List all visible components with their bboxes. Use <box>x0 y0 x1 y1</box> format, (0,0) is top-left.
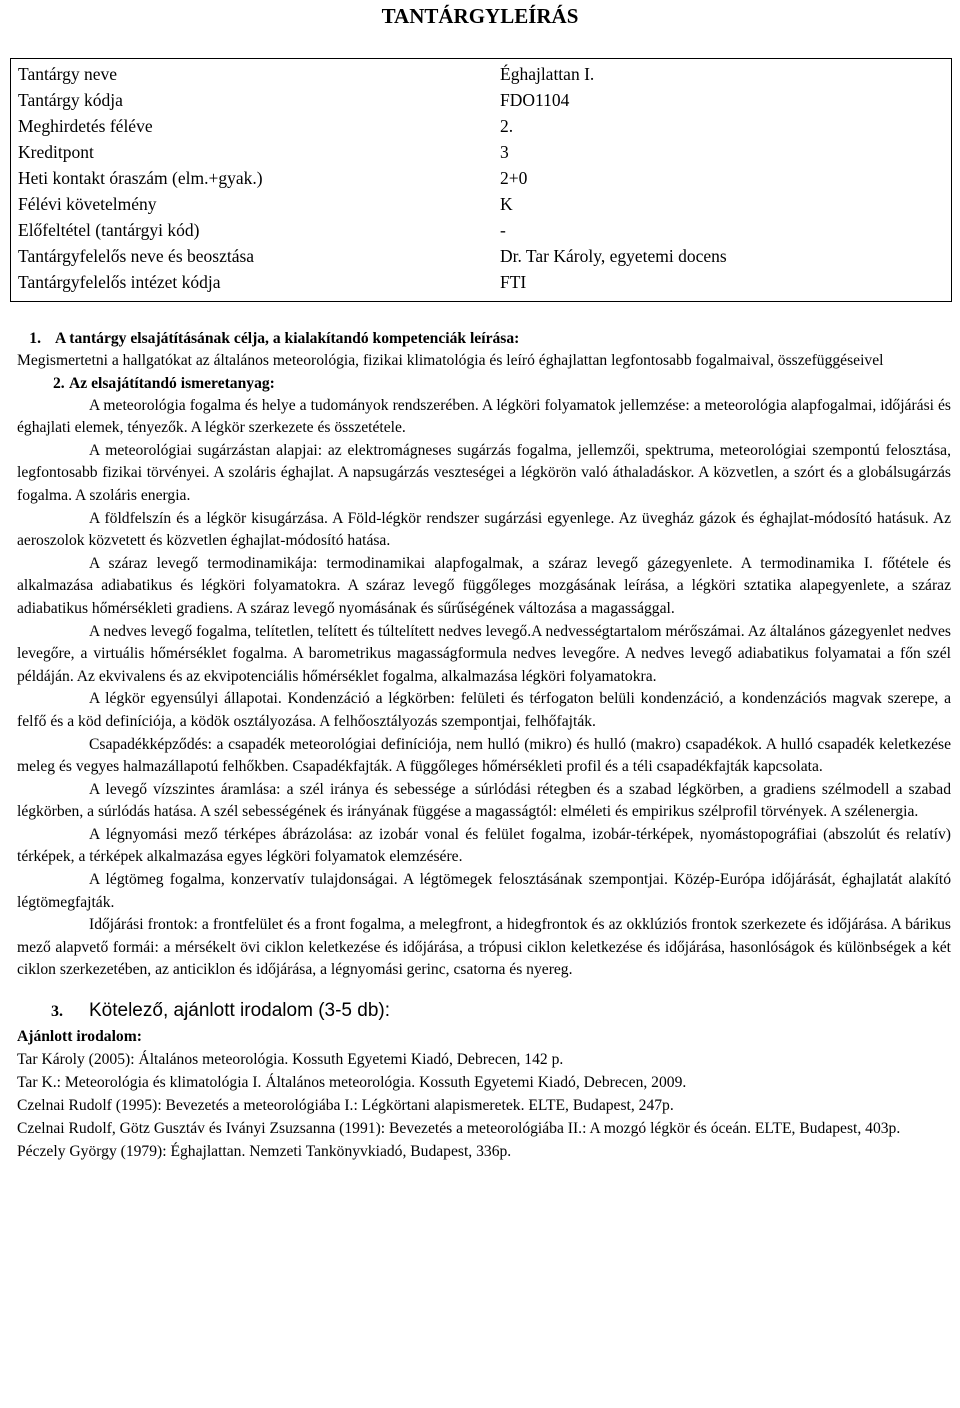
section-title: Kötelező, ajánlott irodalom (3-5 db): <box>89 1000 390 1022</box>
paragraph: A légkör egyensúlyi állapotai. Kondenzáció a légkörben: felületi és térfogaton belüli kondenzáció, a kondenzációs magvak szerepe, a felfő és a köd definíciója, a ködök osztályozása. A felhőosztályozás szempontjai, felhőfajták. <box>17 690 951 730</box>
section-title: A tantárgy elsajátításának célja, a kialakítandó kompetenciák leírása: <box>55 330 520 347</box>
section-number: 3. <box>51 1003 63 1021</box>
paragraph: A meteorológiai sugárzástan alapjai: az elektromágneses sugárzás fogalma, jellemzői, spektruma, meteorológiai szempontú felosztása, legfontosabb fizikai törvényei. A szoláris éghajlat. A napsugárzás veszteségei a légkörön való áthaladáskor. A közvetlen, a szórt és a globálsugárzás fogalma. A szoláris energia. <box>17 441 951 504</box>
info-value: 2+0 <box>500 168 528 188</box>
section-number: 1. <box>29 330 41 347</box>
info-value: Éghajlattan I. <box>500 64 595 84</box>
section-number: 2. <box>53 374 65 392</box>
paragraph: A földfelszín és a légkör kisugárzása. A Föld-légkör rendszer sugárzási egyenlege. Az üvegház gázok és éghajlat-módosító hatásuk. Az aeroszolok közvetett és közvetlen éghajlat-módosító hatása. <box>17 509 951 550</box>
paragraph: Időjárási frontok: a frontfelület és a front fogalma, a melegfront, a hidegfrontok és az okklúziós frontok szerkezete és időjárása. A bárikus mező alapvető formái: a mérsékelt övi ciklon keletkezése és időjárása, a trópusi ciklon keletkezése és időjárása, hasonlóságok és különbségek a két ciklon szerkezetében, az anticiklon és időjárása, a légnyomási gerinc, csatorna és nyereg. <box>17 916 951 979</box>
section-3-heading <box>17 998 951 1025</box>
info-label: Meghirdetés féléve <box>18 116 153 136</box>
document-body <box>17 328 951 1163</box>
paragraph: A meteorológia fogalma és helye a tudományok rendszerében. A légköri folyamatok jellemzése: a meteorológia alapfogalmai, időjárási és éghajlati elemek, tényezők. A légkör szerkezete és összetétele. <box>17 396 951 437</box>
reference-item: Czelnai Rudolf (1995): Bevezetés a meteorológiába I.: Légkörtani alapismeretek. ELTE, Budapest, 247p. <box>17 1097 674 1115</box>
info-label: Tantárgyfelelős neve és beosztása <box>18 246 255 266</box>
reference-item: Péczely György (1979): Éghajlattan. Nemzeti Tankönyvkiadó, Budapest, 336p. <box>17 1143 512 1161</box>
info-value: FTI <box>500 272 527 292</box>
info-value: - <box>500 220 506 240</box>
section-2-heading <box>17 373 951 395</box>
info-label: Tantárgy kódja <box>18 90 123 110</box>
info-label: Tantárgy neve <box>18 64 118 84</box>
recommended-literature-heading: Ajánlott irodalom: <box>17 1028 142 1046</box>
info-label: Heti kontakt óraszám (elm.+gyak.) <box>18 168 263 188</box>
reference-item: Tar Károly (2005): Általános meteorológia. Kossuth Egyetemi Kiadó, Debrecen, 142 p. <box>17 1051 564 1069</box>
paragraph: A légnyomási mező térképes ábrázolása: az izobár vonal és felület fogalma, izobár-térképek, nyomástopográfiai (abszolút és relatív) térképek, a térképek alkalmazása egyes légköri folyamatok elemzésére. <box>17 825 951 866</box>
paragraph: A nedves levegő fogalma, telítetlen, telített és túltelített nedves levegő.A nedvességtartalom mérőszámai. Az általános gázegyenlet nedves levegőre, a virtuális hőmérséklet fogalma. A barometrikus magasságformula nedves levegőre. A nedves levegő adiabatikus folyamatai a főn szél példáján. Az ekvivalens és az ekvipotenciális hőmérséklet fogalma, alkalmazása légköri folyamatokra. <box>17 622 951 685</box>
info-value: K <box>500 194 513 214</box>
info-value: 3 <box>500 142 509 162</box>
reference-item: Tar K.: Meteorológia és klimatológia I. Általános meteorológia. Kossuth Egyetemi Kiadó, Debrecen, 2009. <box>17 1074 687 1092</box>
section-title: Az elsajátítandó ismeretanyag: <box>69 374 275 392</box>
info-value: FDO1104 <box>500 90 570 110</box>
paragraph: A légtömeg fogalma, konzervatív tulajdonságai. A légtömegek felosztásának szempontjai. Közép-Európa időjárását, éghajlatát alakító légtömegfajták. <box>17 871 951 911</box>
info-label: Előfeltétel (tantárgyi kód) <box>18 220 200 240</box>
course-info-table <box>10 58 952 302</box>
section-1-heading <box>17 328 951 350</box>
info-label: Tantárgyfelelős intézet kódja <box>18 272 221 292</box>
document-title: TANTÁRGYLEÍRÁS <box>381 4 579 28</box>
reference-item: Czelnai Rudolf, Götz Gusztáv és Iványi Zsuzsanna (1991): Bevezetés a meteorológiába II.: A mozgó légkör és óceán. ELTE, Budapest, 403p. <box>17 1120 901 1138</box>
section-1-text: Megismertetni a hallgatókat az általános meteorológia, fizikai klimatológia és leíró éghajlattan legfontosabb fogalmaival, összefüggéseivel <box>17 352 884 369</box>
paragraph: A száraz levegő termodinamikája: termodinamikai alapfogalmak, a száraz levegő gázegyenlete. A termodinamika I. főtétele és alkalmazása adiabatikus és légköri folyamatokra. A száraz levegő függőleges mozgásának leírása, a légköri sztatika alapegyenlete, a száraz adiabatikus hőmérsékleti gradiens. A száraz levegő nyomásának és sűrűségének változása a magassággal. <box>17 554 951 617</box>
paragraph: Csapadékképződés: a csapadék meteorológiai definíciója, nem hulló (mikro) és hulló (makro) csapadékok. A hulló csapadék keletkezése meleg és vegyes halmazállapotú felhőkben. Csapadékfajták. A függőleges hőmérsékleti profil és a téli csapadékfajták kapcsolata. <box>17 735 951 776</box>
info-label: Kreditpont <box>18 142 94 162</box>
info-value: 2. <box>500 116 514 136</box>
info-label: Félévi követelmény <box>18 194 157 214</box>
paragraph: A levegő vízszintes áramlása: a szél iránya és sebessége a súrlódási rétegben és a szabad légkörben, a gradiens szélmodell a szabad légkörben, a súrlódás hatása. A szél sebességének és irányának függése a magasságtól: elméleti és empirikus szélprofil törvények. A szélenergia. <box>17 780 951 821</box>
info-value: Dr. Tar Károly, egyetemi docens <box>500 246 727 266</box>
